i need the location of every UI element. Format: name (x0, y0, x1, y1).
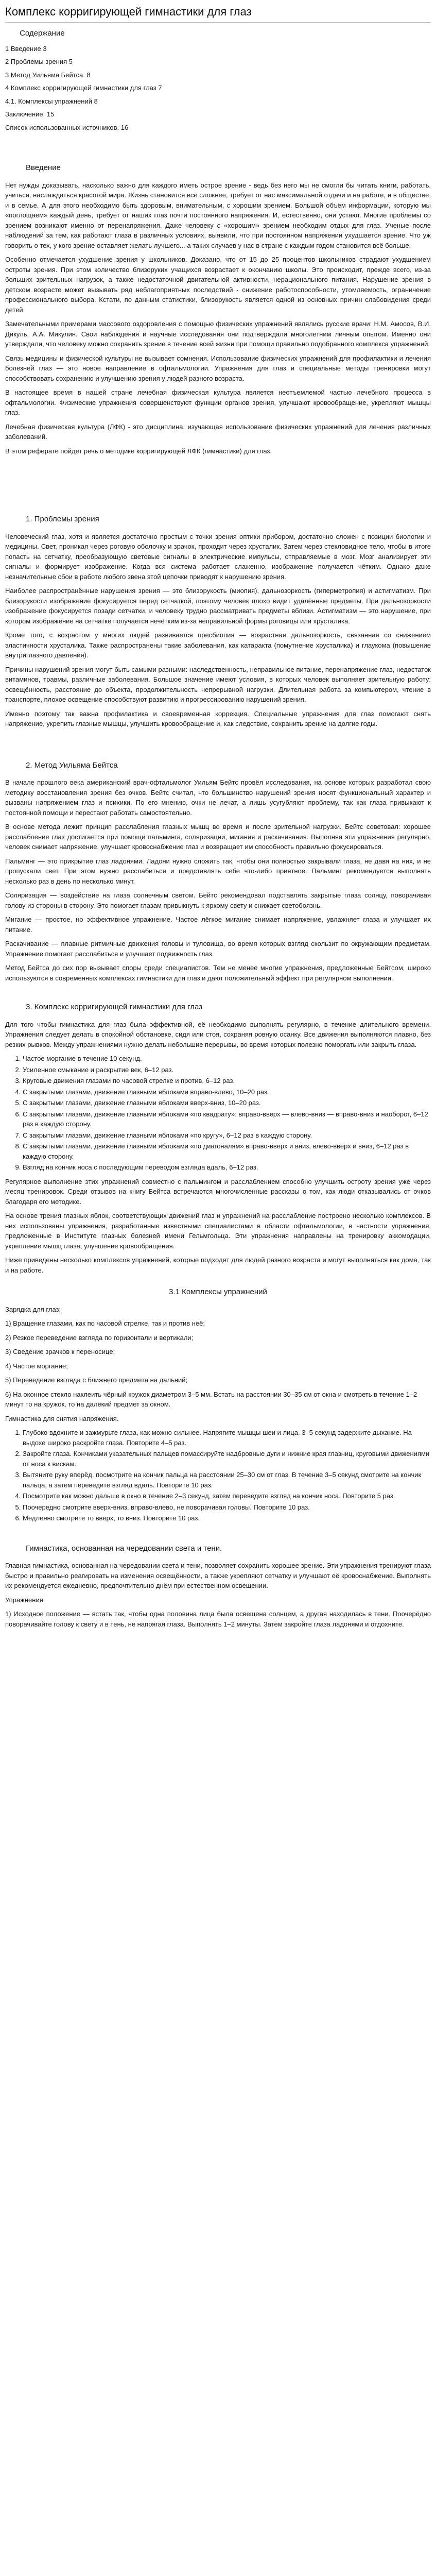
body-paragraph: Мигание — простое, но эффективное упражнение. Частое лёгкое мигание снимает напряжение, увлажняет глаза и улучшает их питание. (5, 916, 431, 934)
toc-item: Список использованных источников. 16 (5, 123, 129, 131)
toc-item: 1 Введение 3 (5, 44, 47, 53)
list-item: 2. Закройте глаза. Кончиками указательных пальцев помассируйте надбровные дуги и нижние края глазниц, круговыми движениями от носа к вискам. (23, 1449, 431, 1469)
section-heading: 1. Проблемы зрения (26, 515, 99, 523)
intro-paragraph: Нет нужды доказывать, насколько важно для каждого иметь острое зрение - ведь без него мы не смогли бы читать книги, работать, учиться, наслаждаться красотой мира. Жизнь становится всё сложнее, требует от нас максимальной отдачи и на работе, и в обществе, и в семье. А для этого необходимо быть здоровым, внимательным, с хорошим зрением. Большой объём информации, которую мы «поглощаем» каждый день, требует от наших глаз почти постоянного напряжения. И, естественно, они устают. Многие проблемы со зрением возникают именно от перенапряжения. Даже человеку с «хорошим» зрением необходим отдых для глаз. Ученые после наблюдений за тем, как работают глаза в различных условиях, выявили, что при постоянном напряжении ухудшается зрение. Что уж говорить о тех, у кого зрение оставляет желать лучшего... а таких случаев у нас в стране с каждым годом становится всё больше. (5, 181, 431, 249)
toc-item: Заключение. 15 (5, 110, 55, 118)
list-item: 3. Круговые движения глазами по часовой стрелке и против, 6–12 раз. (23, 1076, 431, 1086)
list-item: 5. Поочередно смотрите вверх-вниз, вправо-влево, не поворачивая головы. Повторите 10 раз. (23, 1502, 431, 1513)
body-paragraph: Кроме того, с возрастом у многих людей развивается пресбиопия — возрастная дальнозоркость, связанная со снижением эластичности хрусталика. Также распространены такие заболевания, как катаракта (помутнение хрусталика) и глаукома (повышение внутриглазного давления). (5, 631, 431, 659)
body-paragraph: Наиболее распространённые нарушения зрения — это близорукость (миопия), дальнозоркость (гиперметропия) и астигматизм. При близорукости изображение фокусируется перед сетчаткой, поэтому человек плохо видит удалённые предметы. При дальнозоркости изображение фокусируется позади сетчатки, и человеку трудно рассматривать предметы вблизи. Астигматизм — это нарушение, при котором изображение на сетчатке получается нечётким из-за неправильной формы роговицы или хрусталика. (5, 587, 431, 625)
body-paragraph: В начале прошлого века американский врач-офтальмолог Уильям Бейтс провёл исследования, на основе которых разработал свою методику восстановления зрения без очков. Бейтс считал, что большинство нарушений зрения носят функциональный характер и вызваны напряжением глаз и психики. По его мнению, очки не лечат, а лишь усугубляют проблему, так как глаза привыкают к постоянной помощи и перестают работать самостоятельно. (5, 778, 431, 817)
body-paragraph: Пальминг — это прикрытие глаз ладонями. Ладони нужно сложить так, чтобы они полностью закрывали глаза, не давя на них, и не пропускали свет. При этом нужно расслабиться и представлять себе что-либо приятное. Пальминг рекомендуется выполнять несколько раз в день по несколько минут. (5, 857, 431, 885)
list-item: 7. С закрытыми глазами, движение глазными яблоками «по кругу», 6–12 раз в каждую сторону. (23, 1130, 431, 1141)
warmup-item: 1) Вращение глазами, как по часовой стрелке, так и против неё; (5, 1319, 205, 1327)
list-item: 1. Частое моргание в течение 10 секунд. (23, 1054, 431, 1064)
list-item: 4. Посмотрите как можно дальше в окно в течение 2–3 секунд, затем переведите взгляд на кончик носа. Повторите 5 раз. (23, 1491, 431, 1501)
body-paragraph: Главная гимнастика, основанная на чередовании света и тени, позволяет сохранить хорошее зрение. Эти упражнения тренируют глаза быстро и правильно реагировать на изменения освещённости, а также укрепляют сетчатку и улучшают её кровоснабжение. Выполнять их рекомендуется ежедневно, предпочтительно днём при естественном освещении. (5, 1562, 431, 1589)
list-item: 2. Усиленное смыкание и раскрытие век, 6–12 раз. (23, 1065, 431, 1075)
intro-heading: Введение (26, 163, 61, 172)
warmup-item: 2) Резкое переведение взгляда по горизонтали и вертикали; (5, 1333, 194, 1342)
document-title: Комплекс корригирующей гимнастики для глаз (5, 3, 431, 23)
section-heading: 3. Комплекс корригирующей гимнастики для глаз (26, 1003, 203, 1011)
intro-paragraph: Замечательными примерами массового оздоровления с помощью физических упражнений являлись русские врачи: Н.М. Амосов, В.И. Дикуль, А.А. Микулин. Свои наблюдения и научные исследования они подтверждали многолетним личным опытом. Именно они утверждали, что человеку можно сохранить зрение в течение всей жизни при помощи правильно подобранного комплекса упражнений. (5, 320, 431, 348)
list-item: 6. С закрытыми глазами, движение глазными яблоками «по квадрату»: вправо-вверх — влево-вниз — вправо-вниз и наоборот, 6–12 раз в каждую сторону. (23, 1109, 431, 1129)
body-paragraph: Ниже приведены несколько комплексов упражнений, которые подходят для людей разного возраста и могут выполняться как дома, так и на работе. (5, 1256, 431, 1274)
intro-paragraph: В настоящее время в нашей стране лечебная физическая культура является неотъемлемой частью лечебного процесса в офтальмологии. Физические упражнения совершенствуют функции органов зрения, улучшают кровообращение, укрепляют мышцы глаз. (5, 388, 431, 416)
intro-paragraph: Особенно отмечается ухудшение зрения у школьников. Доказано, что от 15 до 25 процентов школьников страдают ухудшением остроты зрения. При этом количество близоруких учащихся возрастает к окончанию школы. Это происходит, прежде всего, из-за больших зрительных нагрузок, а также недостаточной двигательной активности, нерационального питания. Нарушение зрения в детском возрасте может вызывать ряд неблагоприятных последствий - снижение работоспособности, утомляемость, ограничение профессионального выбора. Кстати, по данным статистики, близорукость является одной из основных причин слабовидения среди детей. (5, 256, 431, 314)
toc-item: 4.1. Комплексы упражнений 8 (5, 97, 98, 105)
lead-text: Зарядка для глаз: (5, 1305, 61, 1313)
exercise-list (5, 1054, 431, 1173)
section-heading: 3.1 Комплексы упражнений (169, 1287, 267, 1296)
toc-item: 2 Проблемы зрения 5 (5, 58, 73, 65)
section-heading: 2. Метод Уильяма Бейтса (26, 760, 118, 770)
gymnastics-list (5, 1428, 431, 1523)
body-paragraph: Причины нарушений зрения могут быть самыми разными: наследственность, неправильное питание, перенапряжение глаз, недостаток витаминов, травмы, различные заболевания. Большое значение имеют условия, в которых человек выполняет зрительную работу: освещённость, расстояние до объекта, продолжительность непрерывной нагрузки. Длительная работа за компьютером, чтение в транспорте, плохое освещение способствуют развитию и прогрессированию нарушений зрения. (5, 665, 431, 703)
intro-paragraph: Лечебная физическая культура (ЛФК) - это дисциплина, изучающая использование физических упражнений для лечения различных заболеваний. (5, 422, 431, 440)
toc-item: 4 Комплекс корригирующей гимнастики для глаз 7 (5, 84, 162, 92)
warmup-item: 6) На оконное стекло наклеить чёрный кружок диаметром 3–5 мм. Встать на расстоянии 30–35 см от окна и смотреть в течение 1–2 минут то на кружок, то на далёкий предмет за окном. (5, 1390, 417, 1408)
body-paragraph: Упражнения: (5, 1596, 45, 1604)
body-paragraph: В основе метода лежит принцип расслабления глазных мышц во время и после зрительной нагрузки. Бейтс советовал: хорошее расслабление глаз достигается при помощи пальминга, соляризации, мигания и раскачивания. Выполняя эти упражнения регулярно, человек снимает напряжение, улучшает кровоснабжение глаз и возвращает им способность правильно фокусироваться. (5, 823, 431, 851)
table-of-contents (5, 44, 431, 133)
body-paragraph: Метод Бейтса до сих пор вызывает споры среди специалистов. Тем не менее многие упражнения, предложенные Бейтсом, широко используются в современных комплексах гимнастики для глаз и дают положительный эффект при регулярном выполнении. (5, 964, 431, 982)
intro-paragraph: В этом реферате пойдет речь о методике корригирующей ЛФК (гимнастики) для глаз. (5, 447, 272, 455)
body-paragraph: Раскачивание — плавные ритмичные движения головы и туловища, во время которых взгляд скользит по окружающим предметам. Упражнение помогает расслабиться и улучшает подвижность глаз. (5, 940, 431, 958)
list-item: 9. Взгляд на кончик носа с последующим переводом взгляда вдаль, 6–12 раз. (23, 1162, 431, 1173)
body-paragraph: Регулярное выполнение этих упражнений совместно с пальмингом и расслаблением способно улучшить остроту зрения уже через месяц тренировок. Среди отзывов на книгу Бейтса встречаются многочисленные рассказы о том, как люди отказывались от очков благодаря его методике. (5, 1177, 431, 1206)
list-item: 1. Глубоко вдохните и зажмурьте глаза, как можно сильнее. Напрягите мышцы шеи и лица. 3–5 секунд задержите дыхание. На выдохе широко раскройте глаза. Повторите 4–5 раз. (23, 1428, 431, 1448)
body-paragraph: Соляризация — воздействие на глаза солнечным светом. Бейтс рекомендовал подставлять закрытые глаза солнцу, поворачивая голову из стороны в сторону. Это помогает глазам привыкнуть к яркому свету и снижает светобоязнь. (5, 891, 431, 909)
body-paragraph: На основе трения глазных яблок, соответствующих движений глаз и упражнений на расслабление построено несколько комплексов. В них использованы упражнения, разработанные известными специалистами в области офтальмологии, в частности упражнения, предложенные в Институте глазных болезней имени Гельмгольца. Эти упражнения направлены на тренировку аккомодации, укрепление мышц глаза, улучшение кровообращения. (5, 1212, 431, 1250)
list-item: 5. С закрытыми глазами, движение глазными яблоками вверх-вниз, 10–20 раз. (23, 1098, 431, 1108)
toc-item: 3 Метод Уильяма Бейтса. 8 (5, 71, 91, 79)
body-paragraph: Именно поэтому так важна профилактика и своевременная коррекция. Специальные упражнения для глаз помогают снять напряжение, укрепить глазные мышцы, улучшить кровообращение и, как следствие, сохранить зрение на долгие годы. (5, 709, 431, 727)
list-item: 6. Медленно смотрите то вверх, то вниз. Повторите 10 раз. (23, 1513, 431, 1523)
warmup-item: 5) Переведение взгляда с ближнего предмета на дальний; (5, 1376, 188, 1384)
list-item: 8. С закрытыми глазами, движение глазными яблоками «по диагоналям» вправо-вверх и вниз, влево-вверх и вниз, 6–12 раз в каждую сторону. (23, 1141, 431, 1161)
subheading: Гимнастика для снятия напряжения. (5, 1414, 119, 1422)
warmup-item: 4) Частое моргание; (5, 1362, 68, 1370)
list-item: 4. С закрытыми глазами, движение глазными яблоками вправо-влево, 10–20 раз. (23, 1087, 431, 1097)
subheading: Гимнастика, основанная на чередовании света и тени. (26, 1544, 222, 1553)
body-paragraph: Человеческий глаз, хотя и является достаточно простым с точки зрения оптики прибором, достаточно сложен с позиции биологии и медицины. Свет, проникая через роговую оболочку и зрачок, проходит через хрусталик. Затем через стекловидное тело, чтобы в итоге попасть на сетчатку, преобразующую световые сигналы в электрические импульсы, отправляемые в мозг. Мозг анализирует эти сигналы и формирует изображение. Когда вся система работает слаженно, изображение получается чётким. Однако даже незначительные сбои в работе любого звена этой цепочки приводят к нарушению зрения. (5, 532, 431, 581)
body-paragraph: Для того чтобы гимнастика для глаз была эффективной, её необходимо выполнять регулярно, в течение длительного времени. Упражнения следует делать в спокойной обстановке, сидя или стоя, сохраняя ровную осанку. Все движения выполняются плавно, без резких рывков. Между упражнениями нужно делать небольшие перерывы, во время которых полезно поморгать или закрыть глаза. (5, 1020, 431, 1048)
warmup-item: 3) Сведение зрачков к переносице; (5, 1348, 115, 1355)
toc-heading: Содержание (20, 29, 65, 38)
body-paragraph: 1) Исходное положение — встать так, чтобы одна половина лица была освещена солнцем, а другая находилась в тени. Поочерёдно поворачивайте голову к свету и в тень, не напрягая глаза. Выполнять 1–2 минуты. Затем закройте глаза ладонями и отдохните. (5, 1610, 431, 1628)
list-item: 3. Вытяните руку вперёд, посмотрите на кончик пальца на расстоянии 25–30 см от глаз. В течение 3–5 секунд смотрите на кончик пальца, а затем переведите взгляд вдаль. Повторите 10 раз. (23, 1470, 431, 1490)
intro-paragraph: Связь медицины и физической культуры не вызывает сомнения. Использование физических упражнений для профилактики и лечения болезней глаз — это новое направление в офтальмологии. Упражнения для глаз и специальные методы тренировки могут способствовать сохранению и улучшению зрения у людей разного возраста. (5, 354, 431, 382)
